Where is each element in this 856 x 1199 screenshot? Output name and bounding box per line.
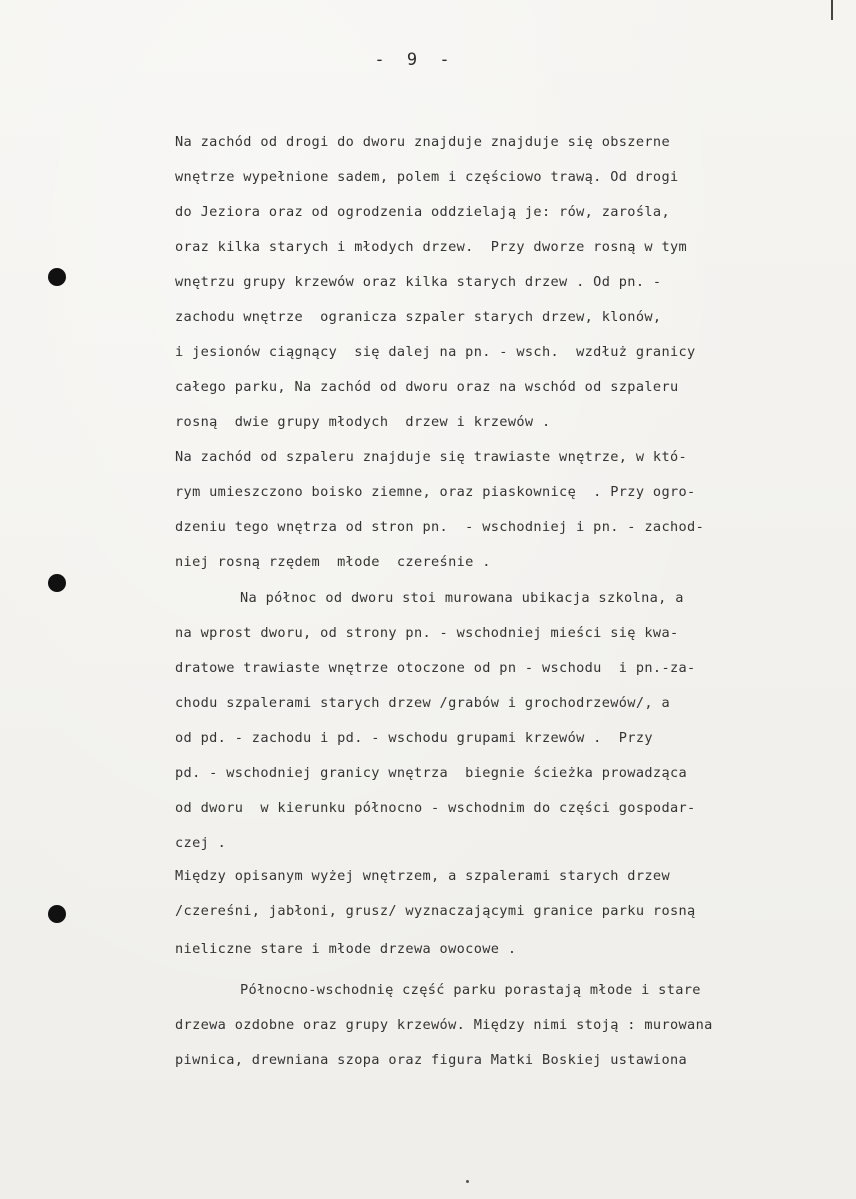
- text-line: /czereśni, jabłoni, grusz/ wyznaczającymi granice parku rosną: [175, 903, 696, 919]
- speck: [466, 1180, 469, 1183]
- text-line: rosną dwie grupy młodych drzew i krzewów .: [175, 414, 551, 430]
- text-line: czej .: [175, 835, 227, 851]
- text-line: od dworu w kierunku północno - wschodnim do części gospodar-: [175, 800, 696, 816]
- punch-hole: [48, 905, 66, 923]
- text-line: całego parku, Na zachód od dworu oraz na wschód od szpaleru: [175, 379, 679, 395]
- text-line: niej rosną rzędem młode czereśnie .: [175, 554, 491, 570]
- text-line: oraz kilka starych i młodych drzew. Przy dworze rosną w tym: [175, 239, 688, 255]
- punch-hole: [48, 268, 66, 286]
- text-line: dratowe trawiaste wnętrze otoczone od pn - wschodu i pn.-za-: [175, 660, 696, 676]
- text-line: na wprost dworu, od strony pn. - wschodniej mieści się kwa-: [175, 625, 679, 641]
- punch-hole: [48, 574, 66, 592]
- text-line: Północno-wschodnię część parku porastają młode i stare: [240, 982, 701, 998]
- text-line: rym umieszczono boisko ziemne, oraz piaskownicę . Przy ogro-: [175, 484, 696, 500]
- text-line: Na północ od dworu stoi murowana ubikacja szkolna, a: [240, 590, 684, 606]
- text-line: Na zachód od drogi do dworu znajduje znajduje się obszerne: [175, 134, 670, 150]
- text-line: i jesionów ciągnący się dalej na pn. - wsch. wzdłuż granicy: [175, 344, 696, 360]
- text-line: dzeniu tego wnętrza od stron pn. - wschodniej i pn. - zachod-: [175, 519, 705, 535]
- edge-mark: [831, 0, 833, 20]
- text-line: wnętrzu grupy krzewów oraz kilka starych drzew . Od pn. -: [175, 274, 662, 290]
- text-line: nieliczne stare i młode drzewa owocowe .: [175, 941, 517, 957]
- text-line: drzewa ozdobne oraz grupy krzewów. Między nimi stoją : murowana: [175, 1017, 713, 1033]
- text-line: do Jeziora oraz od ogrodzenia oddzielają je: rów, zarośla,: [175, 204, 670, 220]
- text-line: Na zachód od szpaleru znajduje się trawiaste wnętrze, w któ-: [175, 449, 688, 465]
- page-number: - 9 -: [374, 50, 456, 70]
- text-line: pd. - wschodniej granicy wnętrza biegnie ścieżka prowadząca: [175, 765, 688, 781]
- text-line: wnętrze wypełnione sadem, polem i częściowo trawą. Od drogi: [175, 169, 679, 185]
- text-line: zachodu wnętrze ogranicza szpaler starych drzew, klonów,: [175, 309, 662, 325]
- text-line: Między opisanym wyżej wnętrzem, a szpalerami starych drzew: [175, 868, 670, 884]
- text-line: chodu szpalerami starych drzew /grabów i grochodrzewów/, a: [175, 695, 670, 711]
- text-line: piwnica, drewniana szopa oraz figura Matki Boskiej ustawiona: [175, 1052, 688, 1068]
- text-line: od pd. - zachodu i pd. - wschodu grupami krzewów . Przy: [175, 730, 653, 746]
